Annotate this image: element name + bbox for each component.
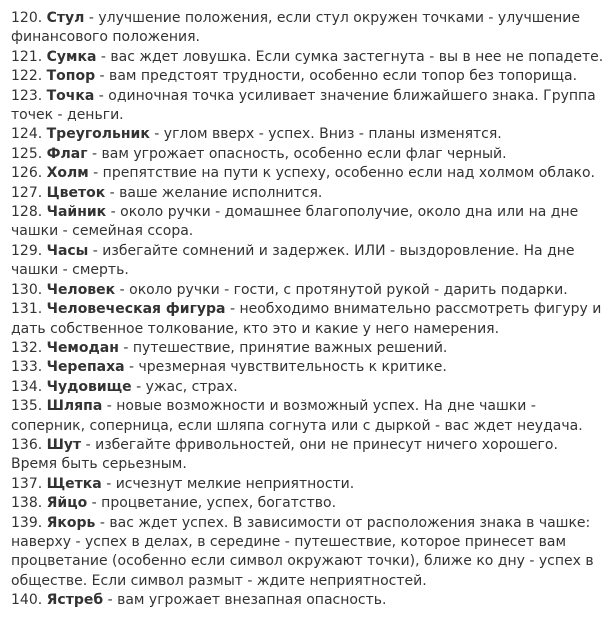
entry-term: Чайник <box>46 204 107 221</box>
entry-134 <box>11 378 606 397</box>
entry-number: 138. <box>11 495 43 512</box>
entry-number: 130. <box>11 281 43 298</box>
entry-135 <box>11 397 606 436</box>
entry-term: Топор <box>46 68 96 85</box>
entry-term: Холм <box>46 165 89 182</box>
entry-124 <box>11 125 606 144</box>
entry-term: Сумка <box>46 48 97 65</box>
entry-number: 132. <box>11 339 43 356</box>
entry-number: 123. <box>11 87 43 104</box>
entry-term: Цветок <box>46 184 106 201</box>
entry-number: 134. <box>11 378 43 395</box>
entry-number: 139. <box>11 514 43 531</box>
entry-130 <box>11 281 606 300</box>
entry-term: Щетка <box>46 475 102 492</box>
entry-text: - вас ждет ловушка. Если сумка застегнута - вы в нее не попадете. <box>96 48 604 65</box>
entry-number: 137. <box>11 475 43 492</box>
entry-number: 135. <box>11 398 43 415</box>
entry-term: Якорь <box>46 514 96 531</box>
entry-term: Человеческая фигура <box>46 301 226 318</box>
entry-127 <box>11 184 606 203</box>
entry-text: - необходимо внимательно рассмотреть фигуру и дать собственное толкование, кто это и какие у него намерения. <box>11 301 602 337</box>
entry-number: 129. <box>11 242 43 259</box>
entry-text: - углом вверх - успех. Вниз - планы изменятся. <box>149 126 502 143</box>
entry-131 <box>11 300 606 339</box>
entry-number: 122. <box>11 68 43 85</box>
entry-number: 140. <box>11 592 43 609</box>
entry-text: - вас ждет успех. В зависимости от расположения знака в чашке: наверху - успех в делах, в середине - путешествие, которое принесет вам процветание (особенно если символ окружают точки), ближе ко дну - успех в обществе. Если символ размыт - ждите неприятностей. <box>11 514 594 589</box>
entry-122 <box>11 67 606 86</box>
entry-number: 125. <box>11 145 43 162</box>
entry-text: - новые возможности и возможный успех. На дне чашки - соперник, соперница, если шляпа согнута или с дыркой - вас ждет неудача. <box>11 398 583 434</box>
entry-text: - вам угрожает внезапная опасность. <box>103 592 387 609</box>
entry-126 <box>11 164 606 183</box>
entry-term: Треугольник <box>46 126 150 143</box>
entry-text: - препятствие на пути к успеху, особенно если над холмом облако. <box>88 165 595 182</box>
entry-term: Шут <box>46 436 82 453</box>
entry-number: 136. <box>11 436 43 453</box>
entry-121 <box>11 48 606 67</box>
entry-term: Точка <box>46 87 95 104</box>
entry-term: Человек <box>46 281 116 298</box>
entry-text: - чрезмерная чувствительность к критике. <box>124 359 447 376</box>
entry-number: 121. <box>11 48 43 65</box>
entry-term: Черепаха <box>46 359 125 376</box>
entry-number: 124. <box>11 126 43 143</box>
entry-number: 126. <box>11 165 43 182</box>
entry-138 <box>11 494 606 513</box>
entry-text: - около ручки - гости, с протянутой рукой - дарить подарки. <box>115 281 568 298</box>
entry-term: Ястреб <box>46 592 104 609</box>
entry-term: Яйцо <box>46 495 88 512</box>
entry-term: Чемодан <box>46 339 119 356</box>
entry-132 <box>11 339 606 358</box>
entry-140 <box>11 591 606 610</box>
entry-text: - путешествие, принятие важных решений. <box>118 339 448 356</box>
entry-136 <box>11 436 606 475</box>
entry-120 <box>11 9 606 48</box>
entry-129 <box>11 242 606 281</box>
entry-128 <box>11 203 606 242</box>
entry-number: 133. <box>11 359 43 376</box>
entry-125 <box>11 145 606 164</box>
entry-term: Часы <box>46 242 89 259</box>
entry-term: Шляпа <box>46 398 103 415</box>
entry-133 <box>11 358 606 377</box>
entry-137 <box>11 475 606 494</box>
entry-number: 131. <box>11 301 43 318</box>
entry-number: 128. <box>11 204 43 221</box>
entry-123 <box>11 87 606 126</box>
entry-text: - ваше желание исполнится. <box>105 184 323 201</box>
entry-text: - одиночная точка усиливает значение ближайшего знака. Группа точек - деньги. <box>11 87 596 124</box>
entry-number: 120. <box>11 10 43 26</box>
entry-number: 127. <box>11 184 43 201</box>
entry-text: - исчезнут мелкие неприятности. <box>101 475 355 492</box>
entry-text: - ужас, страх. <box>131 378 238 395</box>
entry-term: Флаг <box>46 145 88 162</box>
entry-139 <box>11 514 606 592</box>
entry-text: - около ручки - домашнее благополучие, около дна или на дне чашки - семейная ссора. <box>11 204 579 240</box>
entry-text: - избегайте фривольностей, они не принесут ничего хорошего. Время быть серьезным. <box>11 436 558 473</box>
entry-term: Стул <box>46 10 85 26</box>
entry-text: - процветание, успех, богатство. <box>87 495 337 512</box>
entry-text: - улучшение положения, если стул окружен точками - улучшение финансового положения. <box>11 10 581 46</box>
entry-text: - избегайте сомнений и задержек. ИЛИ - выздоровление. На дне чашки - смерть. <box>11 242 575 279</box>
entry-text: - вам предстоят трудности, особенно если топор без топорища. <box>95 68 578 85</box>
entry-term: Чудовище <box>46 378 132 395</box>
entry-text: - вам угрожает опасность, особенно если флаг черный. <box>87 145 507 162</box>
